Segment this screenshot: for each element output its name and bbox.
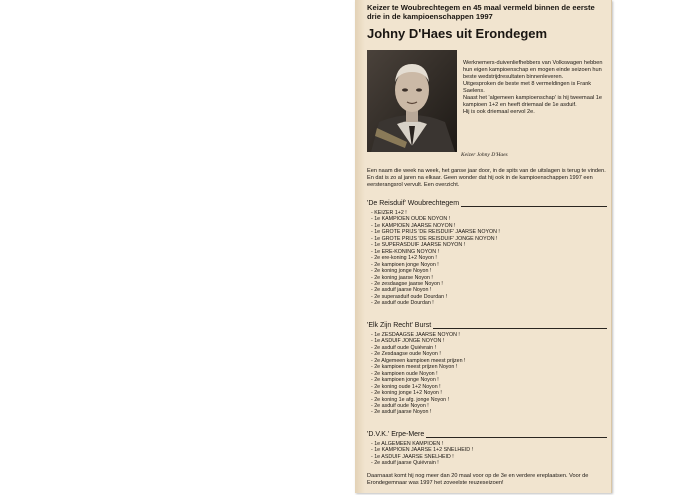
list-item: - 2e zesdaagse jaarse Noyon ! [371, 280, 443, 287]
list-item: - 1e ASDUIF JAARSE SNELHEID ! [371, 453, 454, 460]
article-headline: Johny D'Haes uit Erondegem [367, 26, 548, 41]
list-item: - 2e koning jaarse Noyon ! [371, 274, 433, 281]
article-lead: Een naam die week na week, het ganse jaar door, in de spits van de uitslagen is terug te vinden. En dat is zo al jaren na elkaar. Geen wonder dat hij ook in de kampioenschappen 1997 een eersterangsrol vervult. Een overzicht. [367, 168, 606, 188]
side-paragraph: Naast het 'algemeen kampioenschap' is hij tweemaal 1e kampioen 1+2 en heeft driemaal de 1e asduif. [463, 95, 602, 108]
list-item: - 1e ASDUIF JONGE NOYON ! [371, 338, 445, 345]
photo-caption: Keizer Johny D'Haes [461, 152, 508, 158]
list-item: - 1e ERE-KONING NOYON ! [371, 248, 439, 255]
list-item: - 1e KAMPIOEN JAARSE 1+2 SNELHEID ! [371, 447, 474, 454]
article-side-text [463, 60, 607, 116]
list-item: - 1e GROTE PRIJS 'DE REISDUIF' JONGE NOYON ! [371, 235, 498, 242]
list-item: - 2e asduif jaarse Noyon ! [371, 409, 432, 416]
section-title-text: 'Elk Zijn Recht' Burst [367, 322, 432, 329]
section-de-reisduif [367, 199, 607, 307]
list-item: - 1e ALGEMEEN KAMPIOEN ! [371, 441, 444, 447]
list-item: - 1e SUPERASDUIF JAARSE NOYON ! [371, 242, 466, 249]
list-item: - 1e GROTE PRIJS 'DE REISDUIF' JAARSE NOYON ! [371, 229, 500, 236]
list-item: - 2e koning 1e afg. jonge Noyon ! [371, 396, 450, 403]
section-dvk [367, 430, 607, 467]
list-item: - 2e koning jonge 1+2 Noyon ! [371, 390, 442, 397]
paper-fold-shadow [355, 0, 365, 493]
results-list [371, 441, 607, 467]
section-title [367, 199, 607, 207]
list-item: - KEIZER 1+2 ! [371, 210, 407, 216]
section-title [367, 321, 607, 329]
side-paragraph: Werknemers-duivenliefhebbers van Volkswagen hebben hun eigen kampioenschap en mogen einde seizoen hun beste wedstrijdresultaten binnenleveren. [463, 60, 603, 80]
list-item: - 2e kampioen meest prijzen Noyon ! [371, 364, 458, 371]
list-item: - 2e kampioen jonge Noyon ! [371, 261, 439, 268]
list-item: - 2e superasduif oude Dourdan ! [371, 293, 447, 300]
results-list [371, 332, 607, 416]
list-item: - 2e Zesdaagse oude Noyon ! [371, 351, 441, 358]
list-item: - 2e koning jonge Noyon ! [371, 268, 432, 275]
list-item: - 2e koning oude 1+2 Noyon ! [371, 383, 441, 390]
list-item: - 2e ere-koning 1+2 Noyon ! [371, 255, 437, 262]
section-elk-zijn-recht [367, 321, 607, 416]
section-title [367, 430, 607, 438]
list-item: - 2e Algemeen kampioen meest prijzen ! [371, 357, 466, 364]
list-item: - 2e asduif oude Quiévrain ! [371, 344, 437, 351]
list-item: - 2e asduif oude Noyon ! [371, 402, 429, 409]
list-item: - 2e asduif jaarse Quiévrain ! [371, 460, 439, 467]
list-item: - 1e ZESDAAGSE JAARSE NOYON ! [371, 332, 460, 338]
list-item: - 2e asduif oude Dourdan ! [371, 300, 434, 307]
article-closing: Daarnaast komt hij nog meer dan 20 maal voor op de 3e en verdere ereplaatsen. Voor de Erondegemnaar was 1997 het zoveelste reuzeseizoen! [367, 473, 589, 486]
side-paragraph: Uitgesproken de beste met 8 vermeldingen is Frank Saelens. [463, 81, 592, 94]
portrait-photo [367, 50, 457, 152]
list-item: - 2e kampioen oude Noyon ! [371, 370, 438, 377]
list-item: - 2e asduif jaarse Noyon ! [371, 287, 432, 294]
list-item: - 1e KAMPIOEN OUDE NOYON ! [371, 216, 451, 223]
list-item: - 1e KAMPIOEN JAARSE NOYON ! [371, 222, 456, 229]
section-title-text: 'De Reisduif' Woubrechtegem [367, 200, 460, 207]
section-title-text: 'D.V.K.' Erpe-Mere [367, 431, 425, 438]
list-item: - 2e kampioen jonge Noyon ! [371, 377, 439, 384]
side-paragraph: Hij is ook driemaal eervol 2e. [463, 109, 535, 115]
portrait-photo-image [367, 50, 457, 152]
article-intro: Keizer te Woubrechtegem en 45 maal vermeld binnen de eerste drie in de kampioenschappen 1997 [367, 3, 595, 21]
newspaper-clipping [355, 0, 612, 493]
results-list [371, 210, 607, 307]
